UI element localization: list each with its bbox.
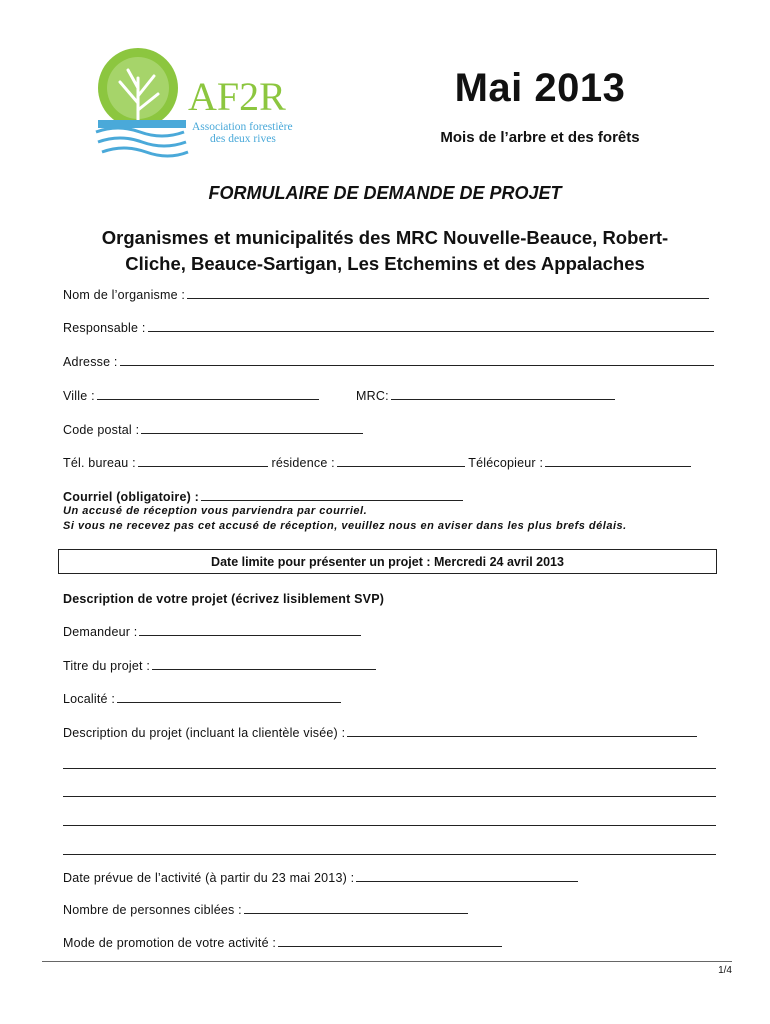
responsable-label: Responsable :: [63, 321, 146, 335]
logo-waves: [96, 128, 188, 156]
responsable-field: [63, 321, 714, 335]
date-label: Date prévue de l’activité (à partir du 23 mai 2013) :: [63, 871, 355, 885]
promotion-line[interactable]: [278, 936, 502, 947]
tel-bureau-line[interactable]: [138, 456, 268, 467]
date-field: [63, 871, 578, 885]
footer-rule: [42, 961, 732, 962]
section-title: Description de votre projet (écrivez lisiblement SVP): [63, 592, 385, 606]
localite-field: [63, 692, 341, 706]
page-title: Mai 2013: [454, 66, 626, 110]
demandeur-line[interactable]: [139, 625, 361, 636]
ville-line[interactable]: [97, 389, 319, 400]
note-contact-us: Si vous ne recevez pas cet accusé de réception, veuillez nous en aviser dans les plus brefs délais.: [63, 520, 627, 532]
form-title: FORMULAIRE DE DEMANDE DE PROJET: [208, 183, 562, 203]
adresse-line[interactable]: [120, 355, 714, 366]
code-postal-line[interactable]: [141, 423, 363, 434]
code-postal-field: [63, 423, 363, 437]
mrc-line[interactable]: [391, 389, 615, 400]
adresse-label: Adresse :: [63, 355, 118, 369]
description-field: [63, 726, 697, 740]
courriel-line[interactable]: [201, 490, 463, 501]
nombre-label: Nombre de personnes ciblées :: [63, 903, 242, 917]
telephone-field: [63, 456, 691, 470]
mrc-field: [356, 389, 615, 403]
telecopieur-label: Télécopieur :: [468, 456, 544, 470]
adresse-field: [63, 355, 714, 369]
nombre-line[interactable]: [244, 903, 468, 914]
promotion-field: [63, 936, 502, 950]
titre-field: [63, 659, 376, 673]
tel-bureau-label: Tél. bureau :: [63, 456, 136, 470]
mrc-label: MRC:: [356, 389, 389, 403]
description-line-4[interactable]: [63, 825, 716, 826]
deadline-text: Date limite pour présenter un projet : Mercredi 24 avril 2013: [211, 555, 564, 569]
organizations-line-1: Organismes et municipalités des MRC Nouvelle-Beauce, Robert-: [101, 227, 669, 248]
date-line[interactable]: [356, 871, 578, 882]
logo-text: AF2R: [188, 74, 286, 119]
telecopieur-line[interactable]: [545, 456, 691, 467]
code-postal-label: Code postal :: [63, 423, 140, 437]
courriel-field: [63, 490, 463, 504]
org-name-field: [63, 288, 709, 302]
logo-subtext-2: des deux rives: [210, 133, 276, 145]
org-name-label: Nom de l’organisme :: [63, 288, 186, 302]
localite-line[interactable]: [117, 692, 341, 703]
demandeur-label: Demandeur :: [63, 625, 138, 639]
titre-line[interactable]: [152, 659, 376, 670]
description-line[interactable]: [347, 726, 697, 737]
promotion-label: Mode de promotion de votre activité :: [63, 936, 277, 950]
org-name-line[interactable]: [187, 288, 709, 299]
af2r-logo: [88, 48, 310, 166]
description-line-2[interactable]: [63, 768, 716, 769]
organizations-line-2: Cliche, Beauce-Sartigan, Les Etchemins et des Appalaches: [125, 253, 645, 274]
localite-label: Localité :: [63, 692, 116, 706]
nombre-field: [63, 903, 468, 917]
description-line-5[interactable]: [63, 854, 716, 855]
courriel-label: Courriel (obligatoire) :: [63, 490, 200, 504]
description-label: Description du projet (incluant la clientèle visée) :: [63, 726, 346, 740]
ville-label: Ville :: [63, 389, 95, 403]
page-subtitle: Mois de l’arbre et des forêts: [440, 129, 640, 146]
organizations-heading: [60, 225, 710, 277]
titre-label: Titre du projet :: [63, 659, 150, 673]
demandeur-field: [63, 625, 361, 639]
ville-field: [63, 389, 319, 403]
note-acknowledgement: Un accusé de réception vous parviendra par courriel.: [63, 505, 368, 517]
residence-label: résidence :: [271, 456, 335, 470]
residence-line[interactable]: [337, 456, 465, 467]
description-line-3[interactable]: [63, 796, 716, 797]
logo-subtext-1: Association forestière: [192, 121, 293, 133]
responsable-line[interactable]: [148, 321, 714, 332]
page-number: 1/4: [718, 965, 732, 976]
